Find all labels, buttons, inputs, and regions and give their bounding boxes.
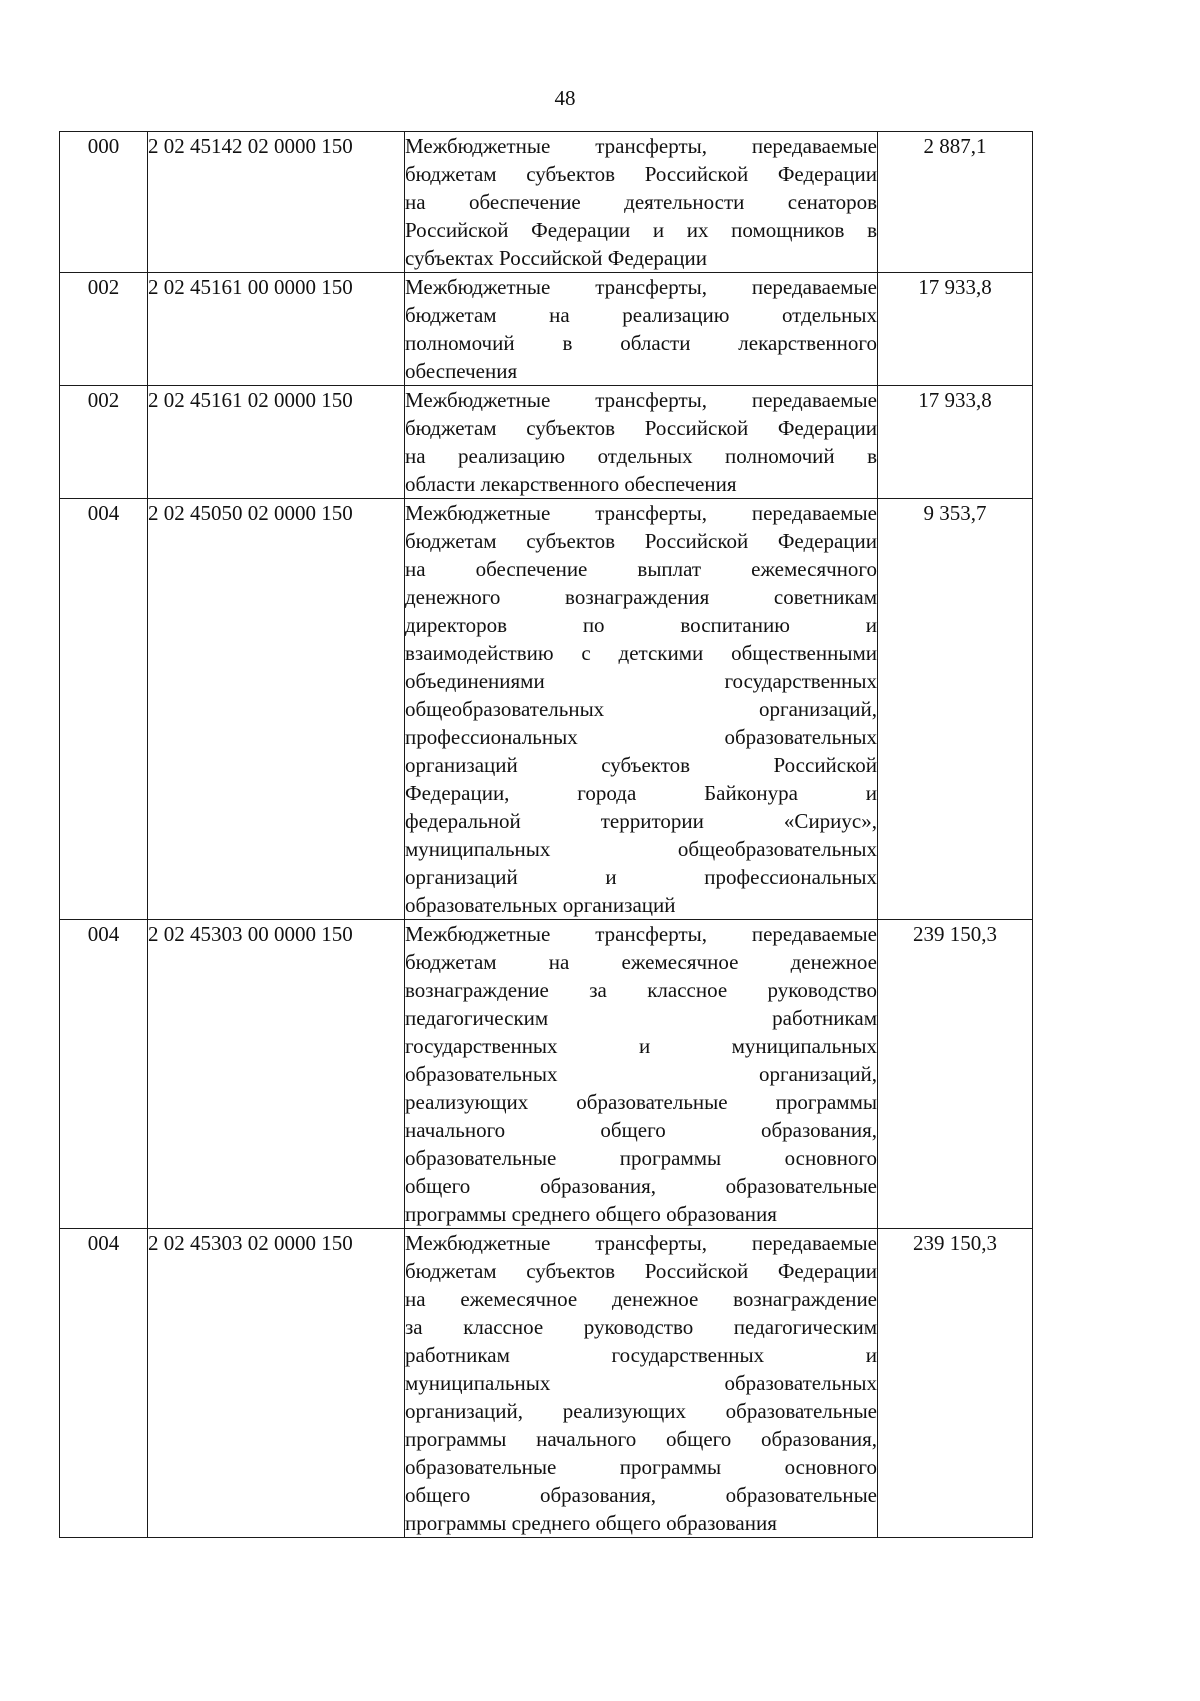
description-line: Межбюджетные трансферты, передаваемые (405, 388, 877, 412)
description-line: программы начального общего образования, (405, 1427, 877, 1451)
description-line: Межбюджетные трансферты, передаваемые (405, 134, 877, 158)
description-line: работникам государственных и (405, 1343, 877, 1367)
description-line: организаций, реализующих образовательные (405, 1399, 877, 1423)
admin-code-cell: 000 (60, 132, 148, 273)
amount-cell: 17 933,8 (878, 273, 1033, 386)
description-line: программы среднего общего образования (405, 1202, 777, 1226)
description-line: директоров по воспитанию и (405, 613, 877, 637)
revenue-description-cell (405, 920, 878, 1229)
description-line: бюджетам субъектов Российской Федерации (405, 1259, 877, 1283)
description-line: государственных и муниципальных (405, 1034, 877, 1058)
description-line: муниципальных общеобразовательных (405, 837, 877, 861)
budget-classification-code-cell: 2 02 45303 02 0000 150 (148, 1229, 405, 1538)
description-line: муниципальных образовательных (405, 1371, 877, 1395)
budget-classification-code-cell: 2 02 45303 00 0000 150 (148, 920, 405, 1229)
description-line: Межбюджетные трансферты, передаваемые (405, 922, 877, 946)
revenue-description-cell (405, 132, 878, 273)
table-row (60, 1229, 1033, 1538)
table-row (60, 273, 1033, 386)
admin-code-cell: 004 (60, 1229, 148, 1538)
revenue-description-cell (405, 386, 878, 499)
description-line: программы среднего общего образования (405, 1511, 777, 1535)
description-line: образовательные программы основного (405, 1146, 877, 1170)
description-line: образовательных организаций, (405, 1062, 877, 1086)
table-row (60, 386, 1033, 499)
description-line: образовательные программы основного (405, 1455, 877, 1479)
revenue-description-cell (405, 273, 878, 386)
description-line: полномочий в области лекарственного (405, 331, 877, 355)
amount-cell: 9 353,7 (878, 499, 1033, 920)
amount-cell: 17 933,8 (878, 386, 1033, 499)
description-line: Федерации, города Байконура и (405, 781, 877, 805)
description-line: субъектах Российской Федерации (405, 246, 707, 270)
admin-code-cell: 004 (60, 499, 148, 920)
admin-code-cell: 002 (60, 273, 148, 386)
description-line: бюджетам субъектов Российской Федерации (405, 416, 877, 440)
description-line: Межбюджетные трансферты, передаваемые (405, 275, 877, 299)
description-line: общеобразовательных организаций, (405, 697, 877, 721)
description-line: профессиональных образовательных (405, 725, 877, 749)
description-line: общего образования, образовательные (405, 1483, 877, 1507)
amount-cell: 239 150,3 (878, 920, 1033, 1229)
description-line: на обеспечение деятельности сенаторов (405, 190, 877, 214)
table-body (60, 132, 1033, 1538)
description-line: общего образования, образовательные (405, 1174, 877, 1198)
table-row (60, 499, 1033, 920)
table-row (60, 132, 1033, 273)
description-line: бюджетам субъектов Российской Федерации (405, 529, 877, 553)
description-line: организаций и профессиональных (405, 865, 877, 889)
description-line: на ежемесячное денежное вознаграждение (405, 1287, 877, 1311)
revenue-description-cell (405, 1229, 878, 1538)
description-line: реализующих образовательные программы (405, 1090, 877, 1114)
description-line: объединениями государственных (405, 669, 877, 693)
page-number: 48 (554, 86, 576, 110)
description-line: денежного вознаграждения советникам (405, 585, 877, 609)
description-line: начального общего образования, (405, 1118, 877, 1142)
description-line: на обеспечение выплат ежемесячного (405, 557, 877, 581)
description-line: Межбюджетные трансферты, передаваемые (405, 501, 877, 525)
description-line: за классное руководство педагогическим (405, 1315, 877, 1339)
description-line: Межбюджетные трансферты, передаваемые (405, 1231, 877, 1255)
description-line: обеспечения (405, 359, 518, 383)
budget-classification-code-cell: 2 02 45142 02 0000 150 (148, 132, 405, 273)
budget-classification-code-cell: 2 02 45161 02 0000 150 (148, 386, 405, 499)
table-row (60, 920, 1033, 1229)
description-line: организаций субъектов Российской (405, 753, 877, 777)
description-line: взаимодействию с детскими общественными (405, 641, 877, 665)
admin-code-cell: 004 (60, 920, 148, 1229)
budget-revenue-table (59, 131, 1033, 1538)
amount-cell: 2 887,1 (878, 132, 1033, 273)
description-line: Российской Федерации и их помощников в (405, 218, 877, 242)
description-line: образовательных организаций (405, 893, 676, 917)
revenue-description-cell (405, 499, 878, 920)
description-line: федеральной территории «Сириус», (405, 809, 877, 833)
description-line: бюджетам на ежемесячное денежное (405, 950, 877, 974)
admin-code-cell: 002 (60, 386, 148, 499)
description-line: на реализацию отдельных полномочий в (405, 444, 877, 468)
budget-classification-code-cell: 2 02 45161 00 0000 150 (148, 273, 405, 386)
amount-cell: 239 150,3 (878, 1229, 1033, 1538)
budget-classification-code-cell: 2 02 45050 02 0000 150 (148, 499, 405, 920)
description-line: области лекарственного обеспечения (405, 472, 737, 496)
description-line: бюджетам субъектов Российской Федерации (405, 162, 877, 186)
description-line: вознаграждение за классное руководство (405, 978, 877, 1002)
description-line: бюджетам на реализацию отдельных (405, 303, 877, 327)
description-line: педагогическим работникам (405, 1006, 877, 1030)
